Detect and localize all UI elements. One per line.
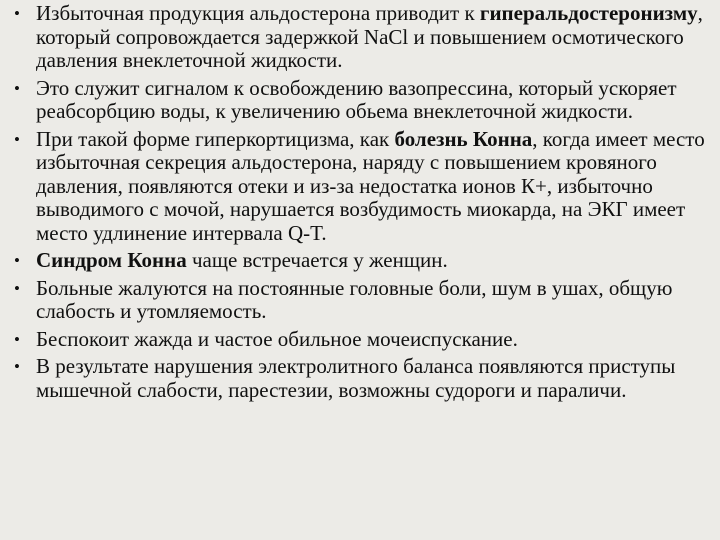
bullet-text	[36, 2, 712, 73]
bullet-text	[36, 249, 712, 273]
bullet-item	[14, 2, 712, 73]
bullet-icon: •	[14, 357, 20, 376]
bullet-icon: •	[14, 129, 20, 149]
bullet-text	[36, 328, 712, 352]
text-segment: , когда имеет место избыточная секреция альдостерона, наряду с повышением кровяного давления, появляются отеки и из-за недостатка ионов К+, избыточно выводимого с мочой, нарушается возбудимость миокарда, на ЭКГ имеет место удлинение интервала Q-T.	[36, 126, 705, 245]
text-segment: Избыточная продукция альдостерона приводит к	[36, 1, 480, 25]
bullet-item	[14, 355, 712, 402]
bullet-item	[14, 328, 712, 352]
bullet-text	[36, 355, 712, 402]
bullet-icon: •	[14, 78, 20, 98]
bullet-icon: •	[14, 251, 20, 270]
text-segment: Больные жалуются на постоянные головные боли, шум в ушах, общую слабость и утомляемость.	[36, 275, 673, 323]
text-segment: В результате нарушения электролитного баланса появляются приступы мышечной слабости, парестезии, возможны судороги и параличи.	[36, 354, 676, 402]
text-segment: чаще встречается у женщин.	[186, 248, 448, 272]
bullet-item	[14, 277, 712, 324]
bullet-list	[14, 2, 712, 406]
bold-term: болезнь Конна	[394, 126, 533, 151]
bullet-text	[36, 128, 712, 246]
bullet-text	[36, 77, 712, 124]
text-segment: Беспокоит жажда и частое обильное мочеиспускание.	[36, 326, 518, 351]
bold-term: Синдром Конна	[36, 248, 187, 272]
bullet-icon: •	[14, 4, 20, 23]
bold-term: гиперальдостеронизму	[479, 1, 698, 25]
bullet-item	[14, 77, 712, 124]
text-segment: При такой форме гиперкортицизма, как	[36, 126, 395, 151]
bullet-icon: •	[14, 278, 20, 298]
text-segment: , который сопровождается задержкой NaCl и повышением осмотического давления внеклеточной жидкости.	[36, 1, 703, 72]
text-segment: Это служит сигналом к освобождению вазопрессина, который ускоряет реабсорбцию воды, к увеличению обьема внеклеточной жидкости.	[36, 75, 677, 123]
bullet-text	[36, 277, 712, 324]
bullet-icon: •	[14, 329, 20, 349]
bullet-item	[14, 249, 712, 273]
bullet-item	[14, 128, 712, 246]
